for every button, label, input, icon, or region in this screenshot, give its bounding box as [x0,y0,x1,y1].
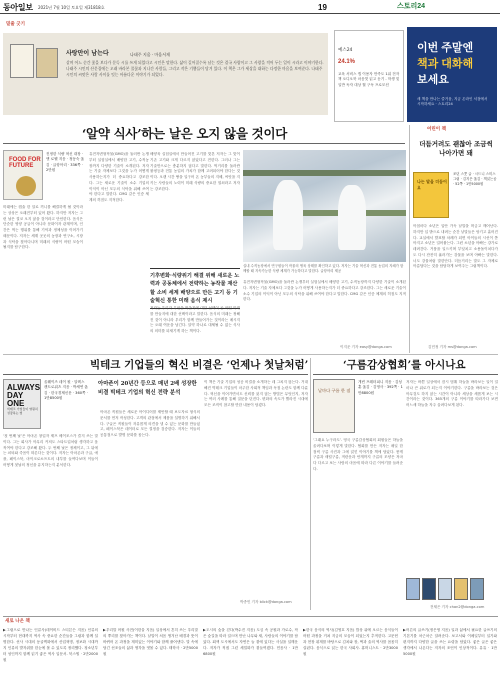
ad-footer: 새 책을 만나는 즐거움, 지금 온라인 서점에서 시작하세요 · 스토리24 [417,97,488,107]
right-headline: 더듬거려도 괜찮아 조금씩 나아가면 돼 [419,140,493,158]
book-info: 조던 스콧 글 · 시드니 스미스 그림 · 김지은 옮김 · 책읽는곰 · 52쪽 · 1만5000원 [453,172,497,187]
article-column-5: 유전자변형작물(GMO)을 둘러싼 논쟁부터 실험실에서 배양한 고기, 수직농장까지 다양한 기술이 소개된다. 저자는 기술 자체보다 그것을 누가 어떻게 사용하는지가 더 중요하다고 강조한다. 그는 새로운 기술이 소수 기업의 이익이 아닌 모두의 식탁을 위해 쓰여야 한다고 말한다. CMG 같은 인증 체계의 허점도 지적한다. [243,280,406,302]
new-book-entry: ▶도시의 숲을 걷다(박수진 지음) 도심 속 공원과 가로수, 작은 숲길을 따라 걸으며 만난 나무와 새, 사람들의 이야기를 담았다. 회색 도시에서도 자연은 늘 곁에 있다는 사실을 일깨운다. 저자가 직접 그린 세밀화가 곁들여졌다. 민음사 · 1만6800원 [203,628,298,656]
pull-quote: 기후변화·식량위기 해결 위해 새로운 노력과 공동체에서 전략하는 농작물 재산할 소비 세계 배양으로 만든 고기 등 기술혁신 통한 미래 음식 제시 [150,268,240,309]
right-article-body: 아침마다 소년은 입안 가득 낱말을 머금고 깨어난다. 하지만 입 밖으로 내려는 순간 낱말들은 엉키고 흩어진다. 교실에서 발표할 차례가 되면 아이들의 시선이 쏟아지고 소년은 얼어붙는다. 그런 소년을 아빠는 강가로 데려간다. 거품을 일으키며 부딪치고 소용돌이치다가도 다시 잔잔히 흘러가는 강물을 보며 아빠는 말한다. 너도 강물처럼 말한단다. 더듬거리는 말도 그 자체로 아름답다는 것을 담담하게 보여주는 그림책이다. [413,224,498,269]
issue-date: 2021년 7월 10일 토요일 제31818호 [38,5,105,10]
ad-headline-1: 이번 주말엔 [417,42,474,54]
byline: 박종민 기자 blick@donga.com [240,600,292,604]
ad-headline-3: 보세요 [417,74,449,86]
byline: 김민정 기자 ms@donga.com [428,345,477,349]
article-column-3: 배양육 실험실에서 만들어진 고기를 맛본 저자는 그 맛이 기존 고기와 크게 다르지 않았다고 전한다. 그러나 그는 기술만으로는 충분하지 않다고 말한다. 먹거리를 둘러싼 불평등과 전통 농업의 가치가 함께 고려되어야 한다는 것이다. 오랜 시간 땅을 일구어 온 농부들의 지혜, 씨앗을 지키는 사람들의 노력이 미래 식량의 중요한 열쇠라고 저자는 강조한다. [150,152,240,191]
book-cover [3,150,43,200]
photo-caption: 실내 수직농장에서 연구원들이 작물의 생육 상태를 확인하고 있다. 저자는 기술 혁신과 전통 농업의 지혜가 함께할 때 지속가능한 식량 체계가 가능하다고 말한다. 글항아리 제공 [243,264,404,274]
page-number: 19 [318,3,327,12]
article-column-3: 이 책은 기술 기업의 성공 비결을 소개하는 데 그치지 않는다. 거대해진 빅테크 기업들이 마주한 사회적 책임과 독점 논란도 함께 다룬다. 혁신을 이어가면서도 신뢰를 잃지 않는 방법은 무엇인지, 저자는 여러 사례를 통해 질문을 던진다. 변화의 속도가 빨라진 시대에 모든 조직이 참고할 만한 내용이 담겼다. [204,380,308,407]
ad-stat: 24.1% [338,59,356,65]
photo-person [273,180,303,250]
book-cover [10,44,34,78]
book-title: 사랑만이 남는다 [66,50,109,57]
divider [3,616,498,617]
book-cover [413,172,449,218]
byline: 이지운 기자 easy@donga.com [340,345,392,349]
divider [313,374,498,375]
book-cover [36,48,58,78]
book-cover [313,379,355,433]
photo-shelf [243,170,406,176]
book-cover [3,379,41,429]
divider [3,374,308,375]
section-tag: 밑줄 긋기 [6,22,25,27]
main-headline: ‘알약 식사’하는 날은 오지 않을 것이다 [82,126,287,141]
book-info: 진정한 식량 혁신 대장 · 앤 로웰 지음 · 정동숙 옮김 · 글항아리 · 336쪽 · 2만원 [46,152,85,173]
book-cover-title: 날마다 구름 한 점 [318,388,351,393]
thumbnail [470,578,484,600]
thumbnail [406,578,420,600]
new-book-entry: ▶한국 음식의 역사(김영호 지음) 밥상 위에 오르는 음식들이 어떤 과정을 거쳐 지금의 모습이 되었는지 추적한다. 고문헌과 현장 취재를 바탕으로 김치와 장, 떡과 술의 역사를 꼼꼼히 살핀다. 음식으로 읽는 한국 사회사. 휴머니스트 · 2만3000원 [303,628,398,656]
book-cover-title: ALWAYS DAY ONE [7,383,41,408]
divider [3,143,405,144]
pull-quote: 아마존이 20년간 등으로 매년 2배 성장한 비결 빅테크 기업의 혁신 전략 분석 [98,381,197,396]
new-book-entry: ▶그림으로 만나는 인류사(데이비드 스티븐슨 지음) 인류의 시작부터 현대까지 역사 속 중요한 순간들을 그림과 함께 설명한다. 선사 시대의 동굴벽화에서 산업혁명, 정보화 시대까지 인류의 발자취를 한눈에 볼 수 있도록 정리했다. 청소년부터 성인까지 함께 읽기 좋은 역사 입문서. 북스힐 · 2만2000원 [3,628,98,662]
article-column-2: 유전자변형작물(GMO)을 둘러싼 논쟁부터 실험실에서 배양한 고기, 수직농장까지 다양한 기술이 소개된다. 저자는 기술 자체보다 그것을 누가 어떻게 사용하는지가 더 중요하다고 강조한다. 그는 새로운 기술이 소수 기업의 이익이 아닌 모두의 식탁을 위해 쓰여야 한다고 말한다. CMG 같은 인증 체계의 허점도 지적한다. [89,152,149,202]
cloud-thumbnails [406,578,498,608]
second-headline: 빅테크 기업들의 혁신 비결은 ‘언제나 첫날처럼’ [90,359,309,371]
article-column-2: 저자는 바쁜 일상에서 잠시 멈춰 하늘을 바라보는 일이 얼마나 큰 위로가 되는지 이야기한다. 구름을 바라보는 것은 아무것도 하지 않는 시간이 아니라 세상을 새롭게 보는 시간이라는 것이다. 365개의 구름 이야기를 따라가다 보면 어느새 하늘을 자주 올려다보게 된다. [406,380,498,407]
book-info: 올웨이즈 데이 원 · 알렉스 캔트로위츠 지음 · 박세연 옮김 · 한국경제신문 · 360쪽 · 1만8500원 [44,380,88,401]
ad-title: 예스24 [338,48,353,53]
article-column-2: 아마존 직원들은 새로운 아이디어를 제안할 때 보도자료 형식의 문서를 먼저 작성한다. 고객의 관점에서 제품을 설명하기 위해서다. 구글은 직원들이 자유롭게 의견을 낼 수 있는 문화를 만들었고, 페이스북은 데이터로 모든 결정을 검증한다. 저자는 이들의 공통점으로 발명 문화를 꼽는다. [100,410,200,437]
thumbnail [438,578,452,600]
photo-person [338,185,366,250]
column-divider [310,358,311,610]
article-column-1: ‘그래요 누구라도’. 영국 구름감상협회의 회원들은 하늘을 올려다보며 이렇게 말한다. 협회를 만든 저자는 매일 한 점씩 구름 사진과 그에 얽힌 이야기를 책에 담았다. 뭉게구름과 새털구름, 적란운과 안개까지 구름의 모양은 저마다 다르고 보는 사람의 마음에 따라 다른 이야기를 들려준다. [313,438,403,471]
book-author: 나태주 지음 · 마음서재 [130,52,170,57]
ad-label: 스토리24 [397,3,426,10]
thumbnail [454,578,468,600]
ad-headline-2: 책과 대화해 [417,58,474,70]
byline: 전채은 기자 chan2@donga.com [430,605,485,609]
section-tag: 새로 나온 책 [5,619,30,624]
new-book-entry: ▶우리말 어원 사전(이한울 지음) 일상에서 흔히 쓰는 우리말의 뿌리를 찾아가는 책이다. 낱말이 처음 생겨난 배경과 뜻이 바뀌어 온 과정을 재미있는 이야기와 함께 풀어낸다. 말 속에 담긴 선조들의 삶과 생각을 엿볼 수 있다. 태학사 · 2만5000원 [103,628,198,656]
book-cover-title: FOOD FOR FUTURE [9,157,41,169]
article-photo [243,150,406,262]
ad-text: 교육 서비스 앱 이용자 만족도 1위 전자책 오디오북 마음껏 읽고 듣기 - 학생 및 일반 독자 대상 월 구독 프로모션 [338,72,400,87]
article-column-1: 미래에는 캡슐 한 알로 끼니를 해결하게 될 것이라는 상상은 오래전부터 있어 왔다. 하지만 저자는 그런 날은 결코 오지 않을 것이라고 단언한다. 음식은 단순한 영양 공급이 아니라 문화이자 관계이며, 인간은 먹는 행위를 통해 기억과 정체성을 이어가기 때문이다. 저자는 세계 곳곳의 농장과 연구소, 시장과 식탁을 찾아다니며 미래의 식량이 어떤 모습이 될지를 탐구한다. [3,205,83,250]
newspaper-logo: 동아일보 [3,2,33,12]
column-divider [409,125,410,353]
section-tag: 어린이 책 [427,127,446,132]
book-cover-art [16,176,36,196]
thumbnail [422,578,436,600]
book-cover-title: 나는 말을 더듬어요 [417,179,447,190]
divider [3,354,498,355]
book-excerpt: 살며 어느 순간 꽃을 보다가 문득 시를 쓰게 되었다고 시인은 말한다. 삶이 길어질수록 남는 것은 결국 사랑이고 그 사랑을 적어 두는 일이 시라고 이야기한다. 나태주 시인의 산문집에는 오래 바라본 풀꽃과 지나간 사람들, 그리고 작은 기쁨들이 담겨 있다. 이 책은 그가 세상을 대하는 다정한 마음을 보여준다. 나태주 시인의 씨앗은 사람 사이를 잇는 아름다운 이야기가 되었다. [66,60,324,77]
photo-shelf [243,210,406,216]
article-column-4: 저자는 우리가 무엇을 먹을지에 대한 선택이 곧 어떤 미래를 만들지에 대한 선택이라고 말한다. 음식의 미래는 정해진 것이 아니라 우리가 함께 만들어가는 것이라는 메시지는 오래 여운을 남긴다. 알약 하나로 대체될 수 없는 식사의 의미를 되새기게 하는 책이다. [150,306,240,333]
new-book-entry: ▶어른의 글쓰기(정은영 지음) 일과 삶에서 필요한 글쓰기의 기본기를 차근차근 알려준다. 보고서와 이메일부터 일기와 편지까지 다양한 글을 쓰는 요령을 담았다. 좋은 글은 좋은 생각에서 나온다는 저자의 조언이 인상적이다. 유유 · 1만5000원 [403,628,497,656]
third-headline: ‘구름감상협회’를 아시나요 [343,359,466,371]
ad-banner[interactable] [407,27,497,122]
book-cover-subtitle: 빅테크 기업들이 영원히 성장하는 법 [7,407,38,416]
masthead [0,0,500,14]
article-column-1: ‘첫 번째 날’은 아마존 창업자 제프 베이조스가 즐겨 쓰는 말이다. 그는 회사가 아무리 커져도 스타트업처럼 생각하고 움직여야 한다고 강조해 왔다. 두 번째 날은 정체이고, 그 뒤에는 쇠퇴와 죽음이 따른다는 것이다. 저자는 아마존과 구글, 애플, 페이스북, 마이크로소프트의 내부를 들여다보며 이들이 어떻게 첫날의 정신을 유지하는지 분석한다. [3,434,98,467]
book-info: 개빈 프레터피니 지음 · 김성훈 옮김 · 김영사 · 392쪽 · 1만8800원 [358,380,403,395]
